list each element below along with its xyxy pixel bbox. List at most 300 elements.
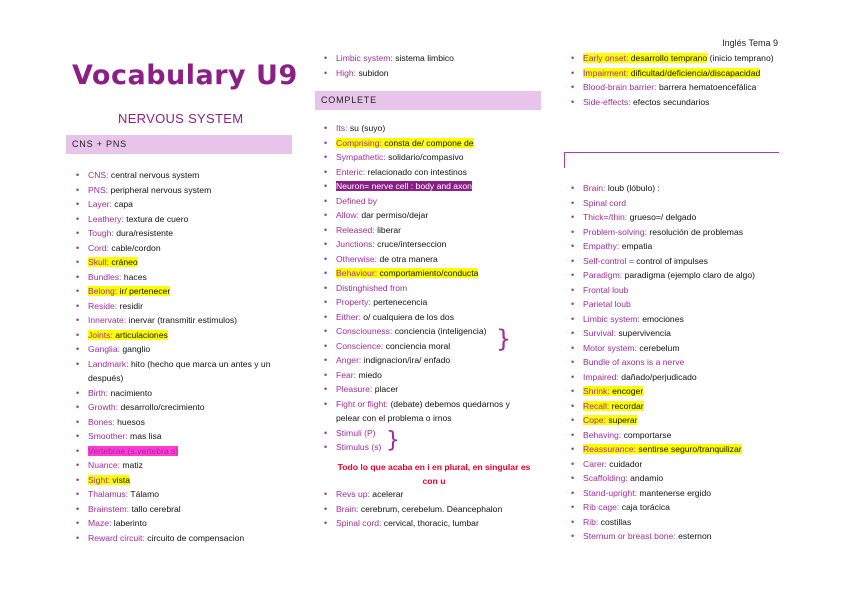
vocab-item — [320, 397, 510, 426]
vocab-item — [320, 310, 510, 325]
vocab-entry — [336, 196, 377, 206]
vocab-term: Impairment: — [583, 67, 629, 78]
vocab-entry — [336, 268, 478, 278]
vocab-entry — [583, 372, 697, 382]
vocab-entry — [88, 431, 162, 441]
vocab-definition: comportamiento/conducta — [377, 268, 479, 278]
vocab-entry — [336, 68, 389, 78]
vocab-term: Empathy: — [583, 241, 620, 251]
vocab-item — [567, 326, 782, 341]
vocab-term: Shrink: — [583, 386, 610, 396]
vocab-item — [567, 95, 782, 110]
vocab-item — [320, 324, 510, 339]
vocab-item — [567, 399, 782, 414]
vocab-term: Skull: — [88, 257, 110, 267]
vocab-definition: empatia — [619, 241, 653, 251]
brace-consciousness: } — [496, 325, 512, 353]
vocab-item — [72, 357, 290, 386]
vocab-item — [72, 299, 290, 314]
vocab-item — [72, 473, 290, 488]
vocab-definition: placer — [372, 384, 399, 394]
vocab-entry — [583, 401, 644, 411]
vocab-entry — [88, 533, 244, 543]
vocab-entry — [583, 285, 628, 295]
vocab-list-bottom-middle — [320, 487, 540, 531]
vocab-definition: encoger — [609, 386, 644, 396]
vocab-item — [567, 80, 782, 95]
vocab-item — [72, 502, 290, 517]
vocab-definition: huesos — [114, 416, 145, 427]
vocab-entry — [583, 68, 760, 78]
vocab-term: Frontal loub — [583, 284, 629, 295]
vocab-term: Allow: — [336, 210, 359, 220]
vocab-definition: su (suyo) — [347, 123, 386, 133]
vocab-term: Blood-brain barrier: — [583, 82, 657, 92]
vocab-entry — [336, 428, 376, 438]
vocab-term: Limbic system: — [336, 53, 393, 63]
vocab-entry — [88, 243, 161, 253]
vocab-entry — [88, 185, 211, 195]
vocab-term: Layer: — [88, 199, 112, 209]
vocab-item — [567, 471, 782, 486]
vocab-term: Birth: — [88, 387, 109, 398]
vocab-entry — [88, 214, 188, 224]
vocab-term: Pleasure: — [336, 384, 373, 394]
vocab-item — [567, 384, 782, 399]
vocab-term: Otherwise: — [336, 253, 378, 264]
vocab-definition: control of impulses — [633, 255, 708, 266]
vocab-definition: tallo cerebral — [129, 503, 181, 514]
vocab-entry — [583, 517, 631, 527]
vocab-definition: grueso=/ delgado — [627, 212, 697, 222]
vocab-entry — [336, 53, 454, 63]
vocab-term: Brain: — [583, 183, 606, 193]
vocab-definition: matiz — [120, 460, 143, 470]
vocab-item — [320, 440, 510, 455]
vocab-term: Cord: — [88, 242, 110, 253]
vocab-term: Joints: — [88, 329, 113, 340]
vocab-term: Early onset: — [583, 53, 629, 63]
vocab-definition: mantenerse ergido — [636, 487, 712, 498]
vocab-definition: barrera hematoencefálica — [656, 82, 757, 92]
vocab-entry — [336, 355, 450, 365]
vocab-term: Growth: — [88, 402, 119, 412]
vocab-term: Motor system: — [583, 342, 637, 353]
vocab-definition: cervical, thoracic, lumbar — [381, 518, 479, 528]
vocab-term: Fear: — [336, 369, 357, 380]
vocab-item — [567, 66, 782, 81]
vocab-item — [72, 458, 290, 473]
vocab-entry — [336, 312, 454, 322]
vocab-item — [72, 212, 290, 227]
vocab-entry — [336, 138, 474, 148]
vocab-term: Brain: — [336, 503, 359, 514]
vocab-term: Limbic system: — [583, 313, 640, 324]
vocab-item — [320, 502, 540, 517]
vocab-term: Reassurance: — [583, 444, 637, 454]
vocab-item — [320, 223, 510, 238]
vocab-term: Scaffolding: — [583, 473, 628, 483]
vocab-entry — [583, 270, 755, 280]
vocab-item — [567, 225, 782, 240]
vocab-term: Sympathetic: — [336, 152, 386, 162]
vocab-definition: o/ cualquiera de los dos — [360, 311, 455, 322]
vocab-item — [72, 284, 290, 299]
vocab-entry — [583, 227, 743, 237]
vocab-definition: circuito de compensacion — [144, 532, 245, 543]
vocab-list-top-middle — [320, 51, 538, 80]
vocab-term: Spinal cord: — [336, 518, 382, 528]
vocab-term: Released: — [336, 224, 375, 235]
vocab-item — [567, 355, 782, 370]
vocab-item — [72, 168, 290, 183]
vocab-definition: subidon — [356, 67, 389, 78]
vocab-entry — [336, 489, 403, 499]
vocab-definition: liberar — [374, 224, 401, 235]
vocab-term: Conscience: — [336, 340, 384, 351]
vocab-definition: residir — [117, 300, 143, 311]
vocab-definition: nerve cell : body and axon — [369, 181, 472, 191]
vocab-entry — [88, 359, 271, 384]
vocab-definition: (debate) debemos quedarnos y pelear con el problema o irnos — [336, 398, 510, 423]
vocab-item — [320, 281, 510, 296]
vocab-entry — [583, 473, 663, 483]
vocab-definition: solidario/compasivo — [385, 152, 464, 162]
vocab-entry — [583, 241, 652, 251]
vocab-entry — [583, 82, 756, 92]
vocab-definition: acelerar — [369, 489, 404, 499]
vocab-list-top-right — [567, 51, 782, 109]
vocab-entry — [336, 297, 427, 307]
vocab-term: Cope: — [583, 415, 606, 425]
vocab-term: Sight: — [88, 474, 110, 485]
vocab-definition: loub (lóbulo) : — [605, 183, 660, 193]
vocab-entry — [88, 344, 150, 354]
vocab-term: Stand-upright: — [583, 487, 637, 498]
vocab-term: Thalamus: — [88, 489, 129, 499]
vocab-entry — [583, 415, 637, 425]
vocab-definition: conciencia moral — [383, 340, 451, 351]
vocab-term: Side-effects: — [583, 96, 631, 107]
vocab-term: CNS: — [88, 170, 109, 180]
vocab-definition: dar permiso/dejar — [358, 210, 429, 220]
vocab-term: Behaving: — [583, 429, 622, 440]
vocab-definition: recordar — [609, 400, 644, 411]
vocab-term: Recall: — [583, 400, 610, 411]
vocab-term: Smoother: — [88, 431, 128, 441]
vocab-definition: central nervous system — [108, 170, 200, 180]
vocab-term: Enteric: — [336, 166, 366, 177]
vocab-item — [320, 487, 540, 502]
vocab-definition: hito (hecho que marca un antes y un después) — [88, 358, 271, 383]
vocab-definition: cerebelum — [636, 342, 680, 353]
vocab-definition: caja torácica — [619, 502, 670, 512]
vocab-term: Sternum or breast bone: — [583, 531, 676, 541]
section-cns-pns: CNS + PNS — [66, 135, 292, 154]
vocab-item — [320, 51, 538, 66]
vocab-term: Belong: — [88, 286, 118, 296]
vocab-entry — [88, 315, 237, 325]
vocab-item — [567, 486, 782, 501]
vocab-item — [567, 442, 782, 457]
vocab-entry — [336, 123, 385, 133]
vocab-item — [320, 353, 510, 368]
vocab-list-cns — [72, 168, 290, 545]
vocab-item — [72, 342, 290, 357]
vocab-definition: cuidador — [606, 458, 643, 469]
vocab-item — [567, 210, 782, 225]
vocab-definition: comportarse — [621, 429, 672, 440]
vocab-term: Brainstem: — [88, 503, 130, 514]
vocab-definition: esternon — [675, 531, 712, 541]
vocab-term: Ganglia: — [88, 344, 121, 354]
vocab-definition: Tálamo — [128, 489, 160, 499]
vocab-item — [320, 252, 510, 267]
vocab-entry — [336, 442, 381, 452]
vocab-item — [567, 283, 782, 298]
page-header: Inglés Tema 9 — [722, 38, 778, 48]
vocab-item — [72, 487, 290, 502]
vocab-term: Behaviour: — [336, 268, 378, 278]
vocab-entry — [88, 475, 130, 485]
vocab-definition: cruce/interseccion — [374, 239, 447, 249]
vocab-item — [567, 428, 782, 443]
vocab-term: Nuance: — [88, 460, 121, 470]
vocab-entry — [336, 341, 450, 351]
page-title: Vocabulary U9 — [72, 60, 298, 91]
vocab-entry — [583, 212, 696, 222]
vocab-definition: vista — [109, 474, 131, 485]
vocab-item — [320, 165, 510, 180]
vocab-item — [567, 268, 782, 283]
vocab-definition: haces — [121, 271, 147, 282]
vocab-term: Maze: — [88, 518, 112, 528]
vocab-item — [320, 339, 510, 354]
vocab-item — [72, 516, 290, 531]
vocab-definition: dura/resistente — [113, 228, 174, 238]
vocab-item — [72, 313, 290, 328]
vocab-term: Bundles: — [88, 271, 122, 282]
vocab-item — [567, 239, 782, 254]
vocab-item — [320, 426, 510, 441]
vocab-term: Reward circuit: — [88, 532, 145, 543]
vocab-entry — [583, 343, 679, 353]
vocab-definition: capa — [111, 199, 133, 209]
vocab-entry — [583, 488, 711, 498]
vocab-entry — [336, 152, 464, 162]
vocab-definition: cerebrum, cerebelum. Deancephalon — [358, 503, 503, 514]
vocab-term: Distinghished from — [336, 282, 408, 293]
vocab-term: Either: — [336, 311, 361, 322]
vocab-item — [320, 516, 540, 531]
brace-stimuli: } — [386, 428, 400, 453]
vocab-list-brain — [567, 181, 782, 544]
vocab-item — [72, 415, 290, 430]
divider-vertical — [564, 152, 565, 168]
vocab-definition: mas lisa — [127, 431, 162, 441]
vocab-term: Problem-solving: — [583, 226, 647, 237]
vocab-term: High: — [336, 67, 357, 78]
vocab-definition: paradigma (ejemplo claro de algo) — [622, 270, 755, 280]
vocab-definition: articulaciones — [112, 329, 168, 340]
vocab-item — [567, 529, 782, 544]
vocab-definition: andamio — [627, 473, 664, 483]
vocab-term: Self-control = — [583, 255, 634, 266]
vocab-definition: efectos secundarios — [630, 96, 710, 107]
vocab-extra: (inicio temprano) — [707, 53, 774, 63]
vocab-entry — [88, 388, 152, 398]
vocab-entry — [88, 446, 178, 456]
vocab-definition: desarrollo/crecimiento — [118, 402, 205, 412]
vocab-definition: sentirse seguro/tranquilizar — [636, 444, 742, 454]
vocab-item — [72, 226, 290, 241]
vocab-term: Its: — [336, 123, 348, 133]
vocab-entry — [88, 417, 145, 427]
vocab-term: Bones: — [88, 416, 115, 427]
vocab-entry — [336, 370, 382, 380]
vocab-term: Innervate: — [88, 315, 127, 325]
vocab-item — [567, 413, 782, 428]
vocab-definition: dañado/perjudicado — [618, 371, 697, 382]
vocab-term: Vertebrae (s.vertebra s) — [88, 445, 179, 456]
vocab-definition: nacimiento — [108, 387, 153, 398]
vocab-term: Consciouness: — [336, 326, 393, 336]
vocab-item — [567, 500, 782, 515]
vocab-entry — [583, 328, 671, 338]
vocab-definition: emociones — [639, 313, 684, 324]
vocab-entry — [336, 283, 407, 293]
vocab-item — [320, 368, 510, 383]
vocab-entry — [336, 399, 510, 424]
vocab-list-complete — [320, 121, 510, 455]
vocab-entry — [336, 384, 398, 394]
vocab-entry — [336, 210, 428, 220]
vocab-definition: sistema limbico — [392, 53, 454, 63]
vocab-term: Stimulus (s) — [336, 442, 382, 452]
vocab-item — [320, 121, 510, 136]
vocab-item — [72, 328, 290, 343]
vocab-item — [320, 266, 510, 281]
vocab-entry — [583, 183, 660, 193]
divider-horizontal — [564, 152, 779, 153]
vocab-term: Tough: — [88, 228, 114, 238]
vocab-item — [567, 457, 782, 472]
vocab-entry — [583, 357, 684, 367]
vocab-definition: textura de cuero — [123, 213, 189, 224]
vocab-definition: cráneo — [109, 257, 138, 267]
vocab-definition: pertenecencia — [370, 297, 428, 307]
vocab-item — [320, 150, 510, 165]
vocab-definition: miedo — [356, 369, 382, 380]
section-complete: COMPLETE — [315, 91, 541, 110]
vocab-term: Spinal cord — [583, 197, 626, 208]
vocab-entry — [336, 518, 479, 528]
vocab-entry — [88, 504, 181, 514]
vocab-entry — [336, 225, 401, 235]
vocab-term: Parietal loub — [583, 299, 631, 309]
vocab-definition: costillas — [598, 516, 632, 527]
vocab-entry — [336, 239, 446, 249]
vocab-entry — [583, 256, 708, 266]
vocab-item — [320, 194, 510, 209]
vocab-entry — [336, 181, 472, 191]
vocab-entry — [88, 301, 143, 311]
vocab-item — [567, 515, 782, 530]
page-subtitle: NERVOUS SYSTEM — [118, 111, 244, 126]
vocab-term: PNS: — [88, 184, 109, 195]
vocab-entry — [583, 531, 712, 541]
vocab-definition: conciencia (inteligencia) — [392, 326, 487, 336]
vocab-item — [567, 297, 782, 312]
vocab-definition: consta de/ compone de — [381, 137, 474, 148]
vocab-entry — [583, 314, 684, 324]
vocab-entry — [583, 198, 626, 208]
vocab-term: Survival: — [583, 328, 616, 338]
vocab-definition: de otra manera — [377, 253, 438, 264]
plural-note: Todo lo que acaba en i en plural, en singular es con u — [337, 462, 531, 486]
vocab-definition: indignacion/ira/ enfado — [361, 355, 451, 365]
vocab-definition: desarrollo temprano — [628, 53, 708, 63]
vocab-term: Defined by — [336, 195, 378, 206]
vocab-term: Thick=/thin: — [583, 212, 628, 222]
vocab-term: Anger: — [336, 355, 362, 365]
vocab-item — [567, 370, 782, 385]
vocab-entry — [88, 228, 173, 238]
vocab-entry — [88, 330, 168, 340]
vocab-definition: dificultad/deficiencia/discapacidad — [628, 67, 761, 78]
vocab-definition: superar — [605, 415, 638, 425]
vocab-entry — [88, 199, 133, 209]
vocab-item — [72, 386, 290, 401]
vocab-item — [320, 295, 510, 310]
vocab-term: Bundle of axons is a nerve — [583, 357, 685, 367]
vocab-entry — [336, 326, 486, 336]
vocab-term: Property: — [336, 297, 371, 307]
vocab-item — [320, 237, 510, 252]
vocab-item — [320, 382, 510, 397]
vocab-definition: ir/ pertenecer — [117, 286, 171, 296]
vocab-item — [72, 183, 290, 198]
vocab-entry — [583, 97, 709, 107]
vocab-entry — [88, 460, 143, 470]
vocab-entry — [583, 502, 670, 512]
vocab-entry — [336, 504, 502, 514]
vocab-item — [567, 341, 782, 356]
vocab-entry — [583, 299, 631, 309]
vocab-item — [72, 531, 290, 546]
vocab-item — [567, 196, 782, 211]
vocab-term: Landmark: — [88, 358, 129, 369]
vocab-term: Carer: — [583, 458, 607, 469]
vocab-term: Paradigm: — [583, 270, 623, 280]
vocab-entry — [336, 254, 438, 264]
vocab-item — [72, 197, 290, 212]
vocab-item — [320, 208, 510, 223]
vocab-entry — [88, 286, 170, 296]
vocab-term: Reside: — [88, 300, 118, 311]
vocab-term: Rib: — [583, 516, 599, 527]
vocab-entry — [336, 167, 467, 177]
vocab-entry — [88, 402, 205, 412]
vocab-definition: laberinto — [111, 518, 147, 528]
vocab-item — [567, 181, 782, 196]
vocab-term: Fight or flight: — [336, 398, 389, 409]
vocab-entry — [583, 444, 742, 454]
vocab-item — [567, 51, 782, 66]
vocab-item — [72, 241, 290, 256]
vocab-item — [320, 179, 510, 194]
vocab-item — [320, 66, 538, 81]
